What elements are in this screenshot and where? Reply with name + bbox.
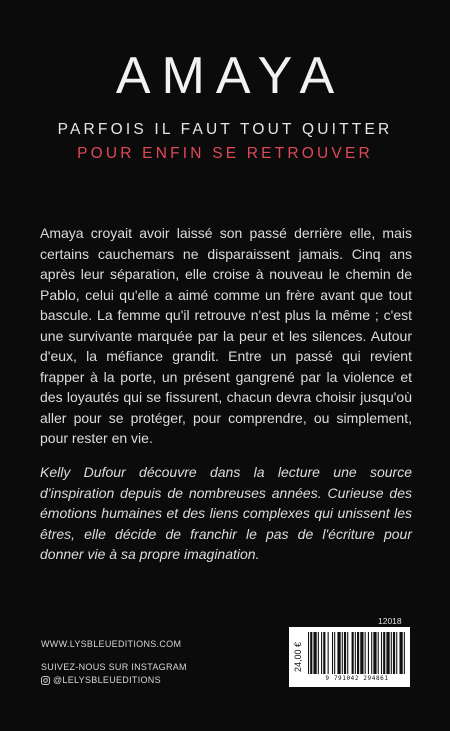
barcode-bar <box>393 632 395 674</box>
barcode-bar <box>381 632 382 674</box>
barcode-bar <box>391 632 392 674</box>
instagram-handle-row <box>41 675 161 685</box>
publisher-website: WWW.LYSBLEUEDITIONS.COM <box>41 639 182 649</box>
barcode-bar <box>368 632 369 674</box>
instagram-handle: @LELYSBLEUEDITIONS <box>53 675 161 685</box>
barcode-bar <box>318 632 319 674</box>
tagline-line-1: PARFOIS IL FAUT TOUT QUITTER <box>57 121 393 138</box>
barcode-bar <box>365 632 366 674</box>
price-label-wrap <box>291 627 305 687</box>
book-summary: Amaya croyait avoir laissé son passé derrière elle, mais certains cauchemars ne disparaissent jamais. Cinq ans après leur séparation, elle croise à nouveau le chemin de Pablo, celui qu'elle a aimé comme un frère avant que tout bascule. La femme qu'il retrouve n'est plus la même ; c'est une survivante marquée par la peur et les silences. Autour d'eux, la méfiance grandit. Entre un passé qui revient frapper à la porte, un présent gangrené par la violence et des loyautés qui se fissurent, chacun devra choisir jusqu'où aller pour se protéger, pour comprendre, ou simplement, pour rester en vie. <box>40 225 412 446</box>
barcode-bar <box>371 632 372 674</box>
barcode-bar <box>323 632 325 674</box>
barcode-bar <box>383 632 385 674</box>
barcode-bar <box>313 632 316 674</box>
barcode-bar <box>342 632 343 674</box>
instagram-follow-label: SUIVEZ-NOUS SUR INSTAGRAM <box>41 662 187 672</box>
isbn-number: 9 791042 294861 <box>325 675 389 682</box>
barcode <box>308 632 406 674</box>
barcode-bar <box>334 632 335 674</box>
barcode-bar <box>344 632 346 674</box>
barcode-bar <box>399 632 402 674</box>
barcode-bar <box>337 632 340 674</box>
barcode-bar <box>378 632 379 674</box>
tagline-line-2: POUR ENFIN SE RETROUVER <box>77 145 373 162</box>
book-title: AMAYA <box>115 47 346 105</box>
price: 24,00 € <box>293 641 303 673</box>
barcode-bar <box>396 632 397 674</box>
barcode-bar <box>308 632 309 674</box>
barcode-bar <box>355 632 356 674</box>
barcode-bar <box>321 632 322 674</box>
barcode-bar <box>360 632 363 674</box>
barcode-bar <box>404 632 405 674</box>
barcode-bar <box>357 632 359 674</box>
reference-code: 12018 <box>378 616 402 626</box>
barcode-bar <box>352 632 354 674</box>
barcode-bar <box>310 632 312 674</box>
barcode-bar <box>373 632 376 674</box>
barcode-bar <box>328 632 329 674</box>
barcode-bar <box>332 632 333 674</box>
barcode-bar <box>347 632 348 674</box>
instagram-icon <box>41 676 50 685</box>
barcode-panel <box>289 627 410 687</box>
author-bio: Kelly Dufour découvre dans la lecture une source d'inspiration depuis de nombreuses années. Curieuse des émotions humaines et des liens complexes qui unissent les êtres, elle décide de franchir le pas de l'écriture pour donner vie à sa propre imagination. <box>40 464 412 562</box>
barcode-bar <box>386 632 389 674</box>
